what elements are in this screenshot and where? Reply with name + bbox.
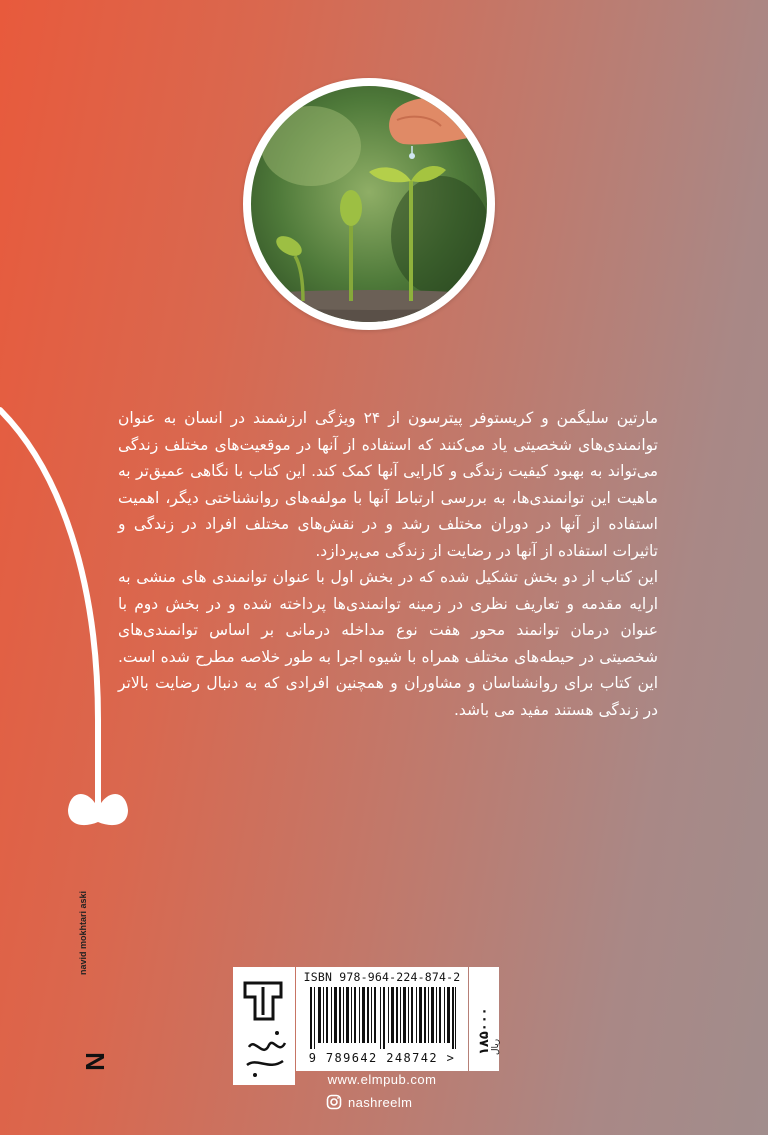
back-cover-blurb: [118, 405, 658, 723]
isbn-label: ISBN 978-964-224-874-2: [303, 970, 461, 984]
designer-name: navid mokhtari aski: [78, 890, 88, 975]
seedling-illustration: [251, 86, 487, 322]
price-box: [469, 967, 499, 1071]
publisher-social: [326, 1092, 412, 1112]
publisher-website: www.elmpub.com: [327, 1072, 437, 1087]
blurb-paragraph-2: این کتاب از دو بخش تشکیل شده که در بخش اول با عنوان توانمندی های منشی به ارایه مقدمه و تعاریف نظری در زمینه توانمندی‌ها پرداخته شده و در بخش دوم با عنوان درمان توانمند محور هفت نوع مداخله درمانی بر اساس توانمندی‌های شخصیتی در حیطه‌های مختلف همراه با شیوه اجرا به طور خلاصه مطرح شده است. این کتاب برای روانشناسان و مشاوران و همچنین افرادی که به دنبال رضایت بالاتر در زندگی هستند مفید می باشد.: [118, 568, 658, 719]
instagram-icon: [326, 1094, 342, 1110]
social-handle: nashreelm: [348, 1094, 413, 1110]
seedling-photo: [243, 78, 495, 330]
barcode-digits: 9 789642 248742 >: [308, 1051, 456, 1065]
publisher-logo-icon: [233, 967, 295, 1085]
designer-logo: N: [79, 1052, 110, 1071]
publisher-logo: [233, 967, 295, 1085]
isbn-barcode: [296, 967, 468, 1071]
price-value: ۱۸۵۰۰۰: [477, 1007, 492, 1055]
price-unit: ریال: [491, 1038, 501, 1055]
barcode-bars: [310, 987, 456, 1049]
blurb-paragraph-1: مارتین سلیگمن و کریستوفر پیترسون از ۲۴ ویژگی ارزشمند در انسان به عنوان توانمندی‌های شخصیتی یاد می‌کنند که استفاده از آنها در موقعیت‌های مختلف زندگی می‌تواند به بهبود کیفیت زندگی و کارایی آنها کمک کند. این کتاب با نگاهی عمیق‌تر به ماهیت این توانمندی‌ها، به بررسی ارتباط آنها با مولفه‌های روانشناختی دیگر، اهمیت استفاده از آنها در دوران مختلف رشد و در نقش‌های مختلف افراد در زندگی و تاثیرات استفاده از آنها در رضایت از زندگی می‌پردازد.: [118, 409, 659, 560]
